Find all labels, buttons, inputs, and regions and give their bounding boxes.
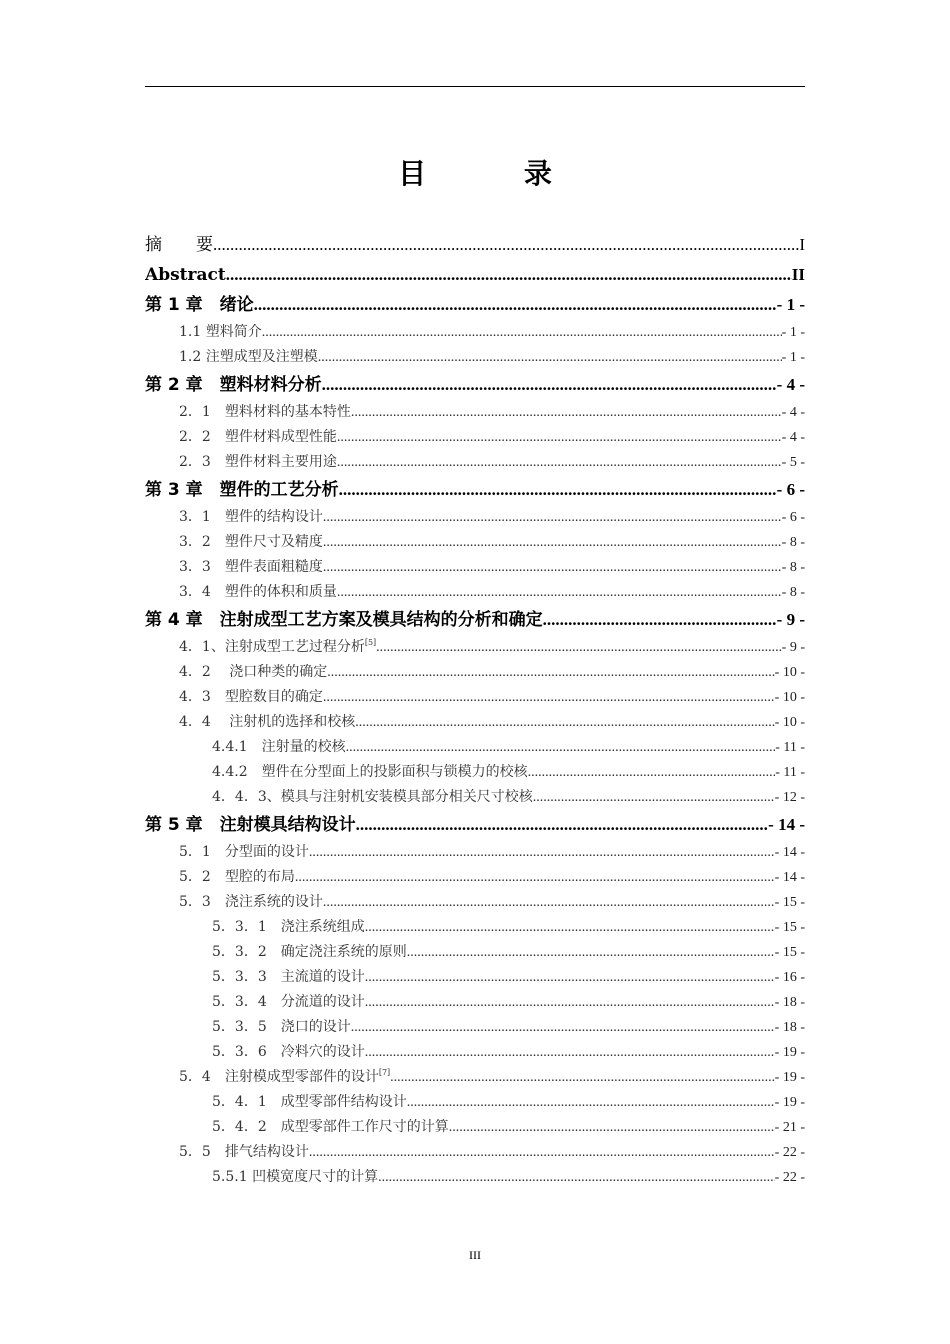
toc-entry-page: - 18 -	[774, 995, 805, 1010]
toc-entry-label	[145, 260, 226, 290]
toc-entry-label	[212, 1040, 365, 1065]
toc-entry-page: - 14 -	[774, 845, 805, 860]
toc-entry-label	[145, 230, 213, 260]
toc-entry-label	[179, 425, 337, 450]
dot-leader	[356, 810, 769, 840]
toc-section-entry[interactable]	[145, 685, 805, 710]
dot-leader	[365, 1040, 775, 1065]
toc-entry-text: 5．3 浇注系统的设计	[179, 894, 323, 910]
toc-entry-text: 1.2 注塑成型及注塑模	[179, 349, 318, 365]
toc-section-entry[interactable]	[145, 530, 805, 555]
toc-entry-label	[179, 505, 323, 530]
dot-leader	[407, 940, 775, 965]
toc-entry-page: - 8 -	[781, 560, 805, 575]
toc-section-entry[interactable]	[145, 1015, 805, 1040]
toc-entry-label	[179, 840, 309, 865]
footer-page-number: III	[469, 1248, 481, 1262]
toc-entry-page: - 9 -	[781, 640, 805, 655]
toc-entry-text: 3．4 塑件的体积和质量	[179, 584, 337, 600]
toc-section-entry[interactable]	[145, 990, 805, 1015]
toc-chapter-entry[interactable]	[145, 605, 805, 635]
toc-section-entry[interactable]	[145, 450, 805, 475]
toc-chapter-entry[interactable]	[145, 290, 805, 320]
toc-entry-text: 5．4．2 成型零部件工作尺寸的计算	[212, 1119, 449, 1135]
dot-leader	[327, 660, 774, 685]
toc-entry-label	[212, 735, 346, 760]
dot-leader	[318, 345, 782, 370]
toc-section-entry[interactable]	[145, 1165, 805, 1190]
dot-leader	[213, 230, 799, 260]
toc-entry-label	[179, 530, 323, 555]
toc-entry-text: 2．3 塑件材料主要用途	[179, 454, 337, 470]
toc-entry-page: - 9 -	[776, 610, 805, 629]
toc-chapter-entry[interactable]	[145, 230, 805, 260]
toc-entry-page: - 15 -	[774, 920, 805, 935]
toc-entry-label	[179, 400, 351, 425]
dot-leader	[365, 990, 775, 1015]
toc-entry-label	[212, 1165, 378, 1190]
toc-entry-page: - 11 -	[775, 740, 805, 755]
dot-leader	[351, 1015, 775, 1040]
dot-leader	[528, 760, 776, 785]
toc-section-entry[interactable]	[145, 400, 805, 425]
toc-section-entry[interactable]	[145, 660, 805, 685]
toc-entry-page: - 12 -	[774, 790, 805, 805]
toc-entry-page: - 15 -	[774, 895, 805, 910]
toc-entry-page: - 1 -	[781, 325, 805, 340]
toc-entry-label	[212, 990, 365, 1015]
toc-entry-label	[145, 475, 339, 505]
toc-entry-page: I	[799, 235, 805, 254]
toc-entry-text: 5．3．4 分流道的设计	[212, 994, 365, 1010]
toc-entry-page: - 8 -	[781, 535, 805, 550]
citation-superscript: [5]	[364, 638, 377, 647]
dot-leader	[309, 840, 775, 865]
toc-entry-label	[179, 320, 262, 345]
dot-leader	[346, 735, 776, 760]
toc-entry-page: - 1 -	[776, 295, 805, 314]
toc-entry-text: 4．2 浇口种类的确定	[179, 664, 328, 680]
toc-entry-text: 5.5.1 凹模宽度尺寸的计算	[212, 1169, 379, 1185]
toc-entry-page: - 15 -	[774, 945, 805, 960]
toc-entry-page: II	[791, 265, 805, 284]
toc-entry-text: 5．3．6 冷料穴的设计	[212, 1044, 365, 1060]
toc-entry-text: 摘 要	[145, 235, 213, 255]
toc-entry-page: - 4 -	[781, 405, 805, 420]
toc-section-entry[interactable]	[145, 425, 805, 450]
toc-entry-text: 第 4 章 注射成型工艺方案及模具结构的分析和确定	[145, 610, 543, 630]
toc-entry-text: 5．3．2 确定浇注系统的原则	[212, 944, 407, 960]
toc-chapter-entry[interactable]	[145, 810, 805, 840]
toc-entry-page: - 4 -	[776, 375, 805, 394]
toc-section-entry[interactable]	[145, 635, 805, 660]
toc-entry-label	[145, 290, 254, 320]
toc-chapter-entry[interactable]	[145, 475, 805, 505]
toc-entry-label	[179, 450, 337, 475]
toc-entry-page: - 21 -	[774, 1120, 805, 1135]
toc-entry-text: 4.4.2 塑件在分型面上的投影面积与锁模力的校核	[212, 764, 528, 780]
toc-entry-label	[145, 370, 322, 400]
toc-entry-page: - 16 -	[774, 970, 805, 985]
toc-entry-page: - 19 -	[774, 1045, 805, 1060]
dot-leader	[323, 555, 782, 580]
toc-entry-text: 3．2 塑件尺寸及精度	[179, 534, 323, 550]
toc-entry-label	[212, 785, 533, 810]
toc-entry-page: - 1 -	[781, 350, 805, 365]
toc-entry-text: 5．3．5 浇口的设计	[212, 1019, 351, 1035]
toc-section-entry[interactable]	[145, 890, 805, 915]
toc-entry-label	[212, 1115, 449, 1140]
toc-entry-page: - 19 -	[774, 1070, 805, 1085]
toc-entry-label	[179, 635, 376, 660]
toc-entry-text: 第 5 章 注射模具结构设计	[145, 815, 356, 835]
toc-section-entry[interactable]	[145, 785, 805, 810]
toc-entry-text: 5．3．3 主流道的设计	[212, 969, 365, 985]
toc-section-entry[interactable]	[145, 505, 805, 530]
toc-section-entry[interactable]	[145, 865, 805, 890]
toc-entry-label	[179, 865, 295, 890]
toc-entry-page: - 5 -	[781, 455, 805, 470]
toc-entry-page: - 14 -	[768, 815, 805, 834]
toc-section-entry[interactable]	[145, 555, 805, 580]
toc-entry-label	[179, 580, 337, 605]
toc-entry-page: - 18 -	[774, 1020, 805, 1035]
toc-entry-label	[145, 810, 356, 840]
toc-entry-text: 第 1 章 绪论	[145, 295, 254, 315]
dot-leader	[449, 1115, 775, 1140]
toc-entry-text: 4．3 型腔数目的确定	[179, 689, 323, 705]
dot-leader	[295, 865, 775, 890]
dot-leader	[323, 505, 782, 530]
dot-leader	[376, 635, 782, 660]
toc-entry-text: 5．4．1 成型零部件结构设计	[212, 1094, 407, 1110]
toc-entry-text: 第 2 章 塑料材料分析	[145, 375, 322, 395]
toc-entry-text: 4．4 注射机的选择和校核	[179, 714, 356, 730]
dot-leader	[254, 290, 777, 320]
dot-leader	[337, 450, 782, 475]
toc-entry-text: 5．5 排气结构设计	[179, 1144, 309, 1160]
dot-leader	[407, 1090, 775, 1115]
dot-leader	[365, 915, 775, 940]
toc-entry-text: 4.4.1 注射量的校核	[212, 739, 346, 755]
toc-entry-text: 4．4．3、模具与注射机安装模具部分相关尺寸校核	[212, 789, 533, 805]
dot-leader	[365, 965, 775, 990]
toc-entry-label	[212, 915, 365, 940]
dot-leader	[355, 710, 774, 735]
dot-leader	[309, 1140, 775, 1165]
toc-section-entry[interactable]	[145, 1115, 805, 1140]
toc-section-entry[interactable]	[145, 735, 805, 760]
dot-leader	[390, 1065, 775, 1090]
toc-entry-text: 5．4 注射模成型零部件的设计	[179, 1069, 379, 1085]
dot-leader	[322, 370, 777, 400]
dot-leader	[351, 400, 782, 425]
toc-entry-label	[212, 1090, 407, 1115]
toc-entry-page: - 11 -	[775, 765, 805, 780]
dot-leader	[226, 260, 792, 290]
dot-leader	[337, 425, 782, 450]
toc-entry-label	[212, 760, 528, 785]
toc-section-entry[interactable]	[145, 1040, 805, 1065]
toc-entry-text: 3．3 塑件表面粗糙度	[179, 559, 323, 575]
toc-entry-page: - 10 -	[774, 690, 805, 705]
toc-entry-label	[179, 685, 323, 710]
toc-entry-label	[179, 1065, 390, 1090]
toc-entry-page: - 4 -	[781, 430, 805, 445]
table-of-contents	[145, 230, 805, 1190]
toc-section-entry[interactable]	[145, 1065, 805, 1090]
toc-entry-text: 5．2 型腔的布局	[179, 869, 295, 885]
toc-section-entry[interactable]	[145, 1090, 805, 1115]
toc-entry-text: 5．3．1 浇注系统组成	[212, 919, 365, 935]
toc-chapter-entry[interactable]	[145, 370, 805, 400]
toc-section-entry[interactable]	[145, 1140, 805, 1165]
toc-entry-label	[179, 1140, 309, 1165]
toc-entry-label	[179, 345, 318, 370]
toc-entry-text: Abstract	[145, 265, 226, 285]
toc-entry-label	[212, 940, 407, 965]
dot-leader	[262, 320, 782, 345]
toc-entry-label	[212, 965, 365, 990]
toc-entry-page: - 14 -	[774, 870, 805, 885]
toc-section-entry[interactable]	[145, 915, 805, 940]
dot-leader	[323, 685, 775, 710]
header-rule	[145, 86, 805, 87]
toc-entry-text: 2．1 塑料材料的基本特性	[179, 404, 351, 420]
toc-entry-label	[179, 710, 355, 735]
toc-entry-label	[179, 890, 323, 915]
toc-entry-text: 5．1 分型面的设计	[179, 844, 309, 860]
dot-leader	[323, 890, 775, 915]
toc-entry-text: 第 3 章 塑件的工艺分析	[145, 480, 339, 500]
toc-entry-page: - 19 -	[774, 1095, 805, 1110]
toc-section-entry[interactable]	[145, 320, 805, 345]
toc-entry-page: - 6 -	[781, 510, 805, 525]
citation-superscript: [7]	[378, 1068, 391, 1077]
toc-entry-page: - 22 -	[774, 1145, 805, 1160]
toc-section-entry[interactable]	[145, 940, 805, 965]
dot-leader	[533, 785, 775, 810]
dot-leader	[323, 530, 782, 555]
toc-entry-text: 4．1、注射成型工艺过程分析	[179, 639, 365, 655]
toc-section-entry[interactable]	[145, 710, 805, 735]
page-title: 目 录	[398, 157, 596, 190]
toc-entry-text: 2．2 塑件材料成型性能	[179, 429, 337, 445]
toc-section-entry[interactable]	[145, 840, 805, 865]
toc-entry-page: - 10 -	[774, 715, 805, 730]
toc-entry-label	[179, 660, 327, 685]
toc-section-entry[interactable]	[145, 580, 805, 605]
toc-entry-label	[145, 605, 543, 635]
toc-section-entry[interactable]	[145, 760, 805, 785]
dot-leader	[337, 580, 782, 605]
toc-entry-page: - 6 -	[776, 480, 805, 499]
toc-entry-label	[212, 1015, 351, 1040]
toc-section-entry[interactable]	[145, 345, 805, 370]
toc-chapter-entry[interactable]	[145, 260, 805, 290]
toc-entry-page: - 10 -	[774, 665, 805, 680]
toc-section-entry[interactable]	[145, 965, 805, 990]
toc-entry-page: - 22 -	[774, 1170, 805, 1185]
dot-leader	[339, 475, 777, 505]
dot-leader	[543, 605, 777, 635]
dot-leader	[378, 1165, 775, 1190]
toc-entry-page: - 8 -	[781, 585, 805, 600]
toc-entry-text: 1.1 塑料简介	[179, 324, 262, 340]
toc-entry-text: 3．1 塑件的结构设计	[179, 509, 323, 525]
toc-entry-label	[179, 555, 323, 580]
